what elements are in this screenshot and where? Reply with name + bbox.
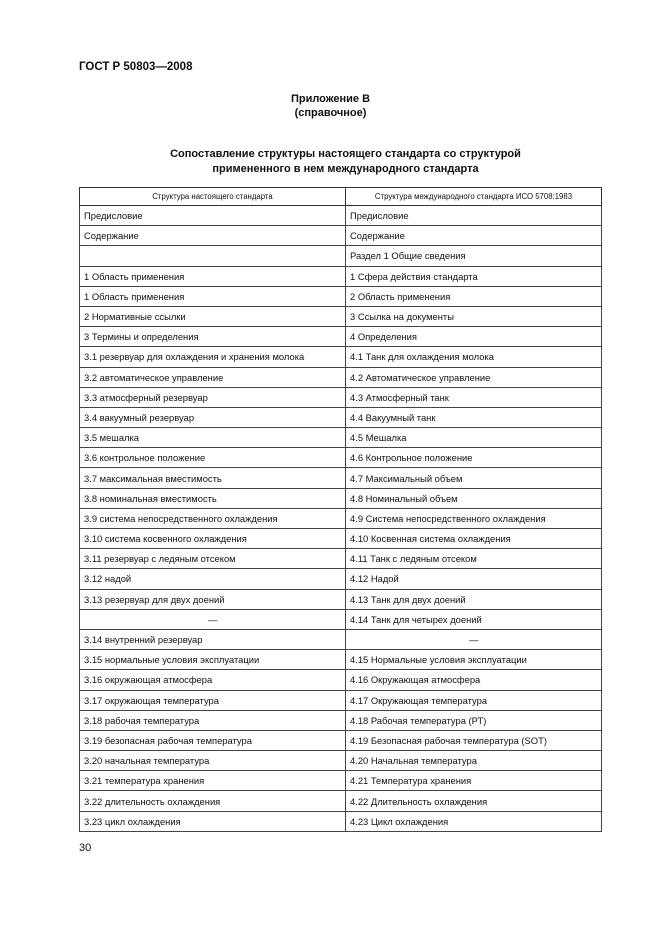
table-row (80, 306, 602, 326)
cell-international-structure: 4.12 Надой (346, 569, 602, 589)
cell-international-structure: 4.6 Контрольное положение (346, 448, 602, 468)
column-header-national: Структура настоящего стандарта (80, 188, 346, 206)
table-row (80, 529, 602, 549)
cell-international-structure: 4.4 Вакуумный танк (346, 407, 602, 427)
page-number: 30 (79, 842, 92, 854)
cell-national-structure: 3.23 цикл охлаждения (80, 811, 346, 831)
cell-national-structure: Предисловие (80, 206, 346, 226)
cell-international-structure: Раздел 1 Общие сведения (346, 246, 602, 266)
cell-international-structure: 4.10 Косвенная система охлаждения (346, 529, 602, 549)
cell-national-structure: 1 Область применения (80, 286, 346, 306)
cell-international-structure: 4.3 Атмосферный танк (346, 387, 602, 407)
cell-national-structure: 3.10 система косвенного охлаждения (80, 529, 346, 549)
table-row (80, 407, 602, 427)
cell-national-structure: 3.20 начальная температура (80, 751, 346, 771)
cell-international-structure: 4.7 Максимальный объем (346, 468, 602, 488)
appendix-kind: (справочное) (294, 107, 367, 119)
table-row (80, 569, 602, 589)
table-title-line-2: примененного в нем международного стандарта (212, 163, 479, 175)
cell-national-structure: 3 Термины и определения (80, 327, 346, 347)
cell-international-structure: 4.18 Рабочая температура (РТ) (346, 710, 602, 730)
table-row (80, 710, 602, 730)
table-row (80, 428, 602, 448)
table-row (80, 246, 602, 266)
cell-national-structure: 3.6 контрольное положение (80, 448, 346, 468)
cell-international-structure: 4.2 Автоматическое управление (346, 367, 602, 387)
cell-national-structure: 3.8 номинальная вместимость (80, 488, 346, 508)
table-row (80, 609, 602, 629)
cell-national-structure: 3.19 безопасная рабочая температура (80, 730, 346, 750)
cell-national-structure: 3.5 мешалка (80, 428, 346, 448)
cell-international-structure: — (346, 629, 602, 649)
cell-national-structure: 2 Нормативные ссылки (80, 306, 346, 326)
cell-international-structure: 4.17 Окружающая температура (346, 690, 602, 710)
table-row (80, 367, 602, 387)
cell-national-structure: 3.11 резервуар с ледяным отсеком (80, 549, 346, 569)
cell-national-structure: 3.17 окружающая температура (80, 690, 346, 710)
cell-international-structure: 4.20 Начальная температура (346, 751, 602, 771)
cell-international-structure: 4.23 Цикл охлаждения (346, 811, 602, 831)
table-row (80, 730, 602, 750)
cell-national-structure: 3.13 резервуар для двух доений (80, 589, 346, 609)
table-row (80, 771, 602, 791)
cell-national-structure: 3.18 рабочая температура (80, 710, 346, 730)
cell-national-structure: — (80, 609, 346, 629)
table-row (80, 791, 602, 811)
document-code: ГОСТ Р 50803—2008 (79, 61, 193, 73)
cell-national-structure (80, 246, 346, 266)
cell-international-structure: 4.15 Нормальные условия эксплуатации (346, 650, 602, 670)
table-row (80, 488, 602, 508)
cell-international-structure: 4.22 Длительность охлаждения (346, 791, 602, 811)
table-row (80, 387, 602, 407)
cell-international-structure: 4 Определения (346, 327, 602, 347)
cell-international-structure: 4.11 Танк с ледяным отсеком (346, 549, 602, 569)
table-row (80, 327, 602, 347)
table-row (80, 448, 602, 468)
cell-international-structure: Предисловие (346, 206, 602, 226)
table-row (80, 549, 602, 569)
cell-national-structure: 3.22 длительность охлаждения (80, 791, 346, 811)
table-row (80, 266, 602, 286)
table-row (80, 468, 602, 488)
cell-national-structure: 3.9 система непосредственного охлаждения (80, 508, 346, 528)
structure-comparison-table (79, 187, 602, 832)
table-row (80, 508, 602, 528)
cell-international-structure: 3 Ссылка на документы (346, 306, 602, 326)
table-row (80, 670, 602, 690)
column-header-international: Структура международного стандарта ИСО 5708:1983 (346, 188, 602, 206)
table-row (80, 347, 602, 367)
cell-international-structure: 4.16 Окружающая атмосфера (346, 670, 602, 690)
table-row (80, 690, 602, 710)
cell-national-structure: 3.12 надой (80, 569, 346, 589)
table-row (80, 589, 602, 609)
cell-international-structure: Содержание (346, 226, 602, 246)
cell-international-structure: 4.9 Система непосредственного охлаждения (346, 508, 602, 528)
cell-national-structure: Содержание (80, 226, 346, 246)
cell-international-structure: 4.5 Мешалка (346, 428, 602, 448)
cell-national-structure: 3.4 вакуумный резервуар (80, 407, 346, 427)
table-title-line-1: Сопоставление структуры настоящего стандарта со структурой (170, 148, 521, 160)
appendix-label: Приложение В (290, 93, 371, 105)
cell-national-structure: 3.7 максимальная вместимость (80, 468, 346, 488)
table-row (80, 811, 602, 831)
table-row (80, 206, 602, 226)
cell-international-structure: 2 Область применения (346, 286, 602, 306)
cell-national-structure: 3.14 внутренний резервуар (80, 629, 346, 649)
cell-international-structure: 4.1 Танк для охлаждения молока (346, 347, 602, 367)
cell-national-structure: 3.21 температура хранения (80, 771, 346, 791)
cell-national-structure: 3.16 окружающая атмосфера (80, 670, 346, 690)
cell-international-structure: 4.21 Температура хранения (346, 771, 602, 791)
table-row (80, 286, 602, 306)
cell-international-structure: 4.13 Танк для двух доений (346, 589, 602, 609)
cell-national-structure: 1 Область применения (80, 266, 346, 286)
cell-national-structure: 3.15 нормальные условия эксплуатации (80, 650, 346, 670)
cell-national-structure: 3.1 резервуар для охлаждения и хранения молока (80, 347, 346, 367)
cell-national-structure: 3.2 автоматическое управление (80, 367, 346, 387)
cell-international-structure: 1 Сфера действия стандарта (346, 266, 602, 286)
cell-national-structure: 3.3 атмосферный резервуар (80, 387, 346, 407)
table-header-row (80, 188, 602, 206)
table-row (80, 751, 602, 771)
table-row (80, 226, 602, 246)
table-row (80, 650, 602, 670)
cell-international-structure: 4.14 Танк для четырех доений (346, 609, 602, 629)
table-row (80, 629, 602, 649)
cell-international-structure: 4.19 Безопасная рабочая температура (SOT) (346, 730, 602, 750)
cell-international-structure: 4.8 Номинальный объем (346, 488, 602, 508)
